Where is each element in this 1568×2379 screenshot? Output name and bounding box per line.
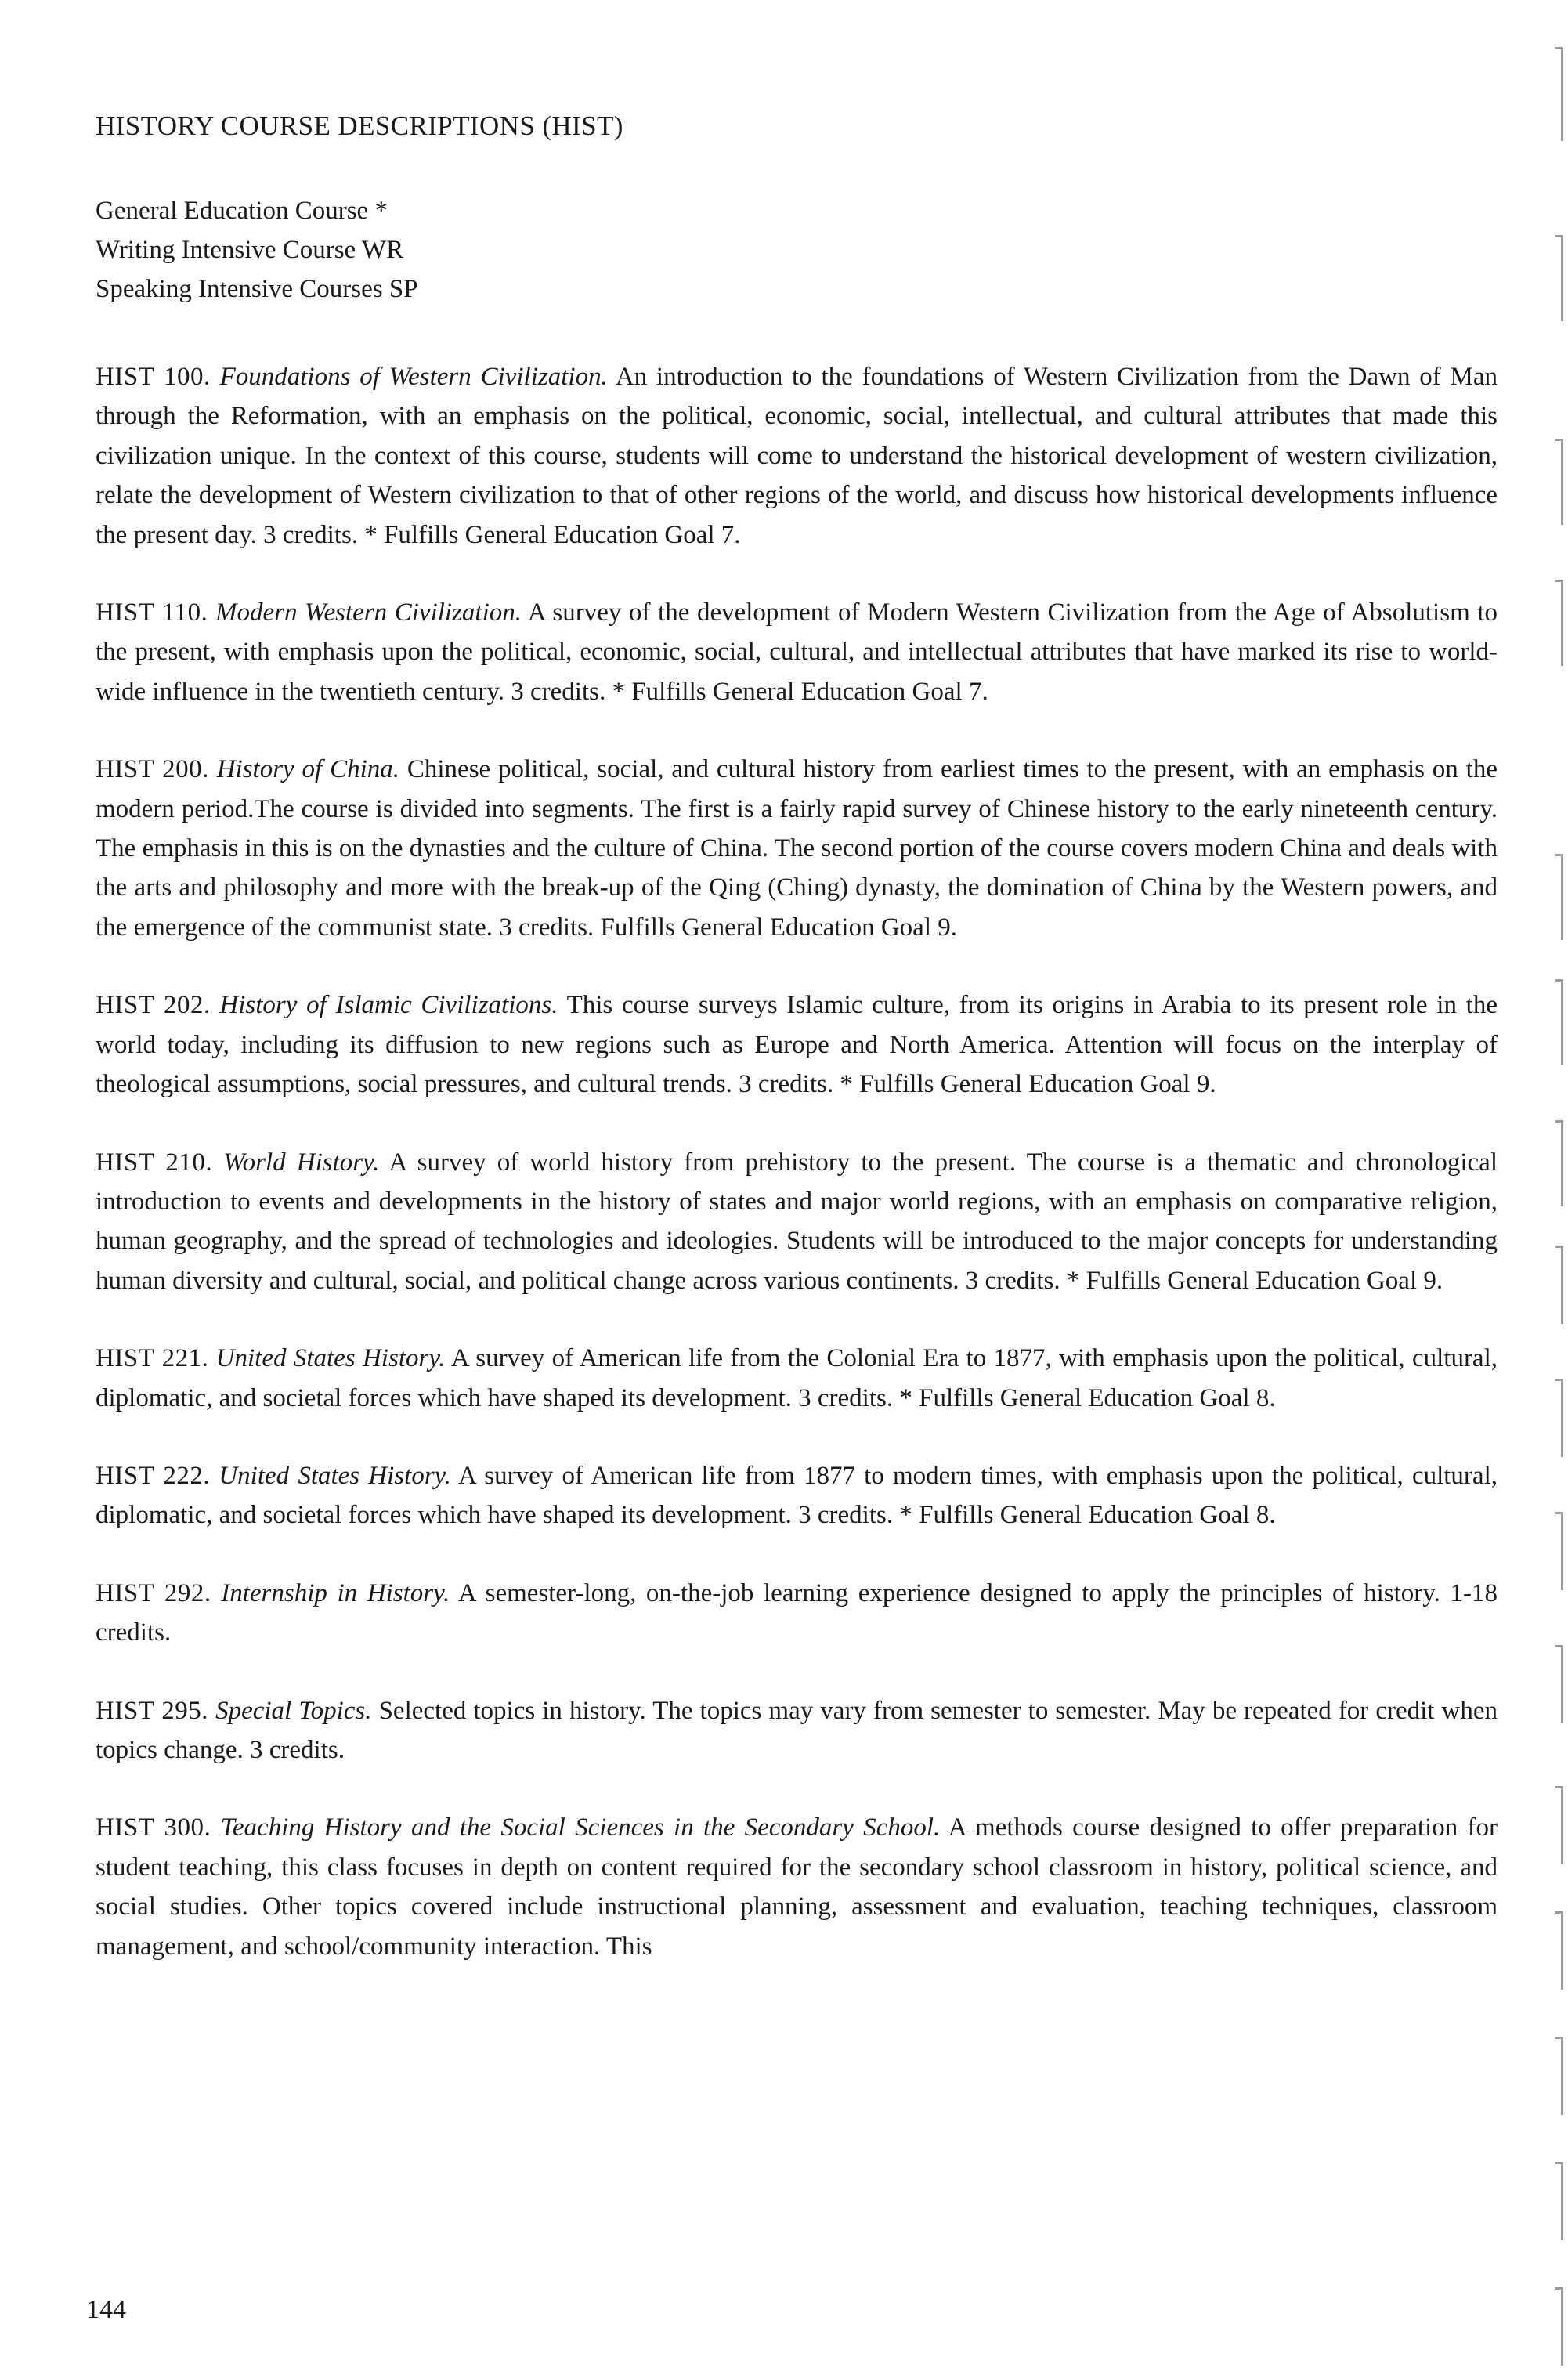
course-title: Modern Western Civilization. <box>215 598 522 627</box>
course-description: A survey of American life from 1877 to modern times, with emphasis upon the political, cultural, diplomatic, and societal forces which have shaped its development. 3 credits. * Fulfills General Education Goal 8. <box>96 1461 1498 1530</box>
course-hist-295 <box>96 1691 1498 1770</box>
legend-writing-intensive: Writing Intensive Course WR <box>96 236 404 264</box>
course-legend <box>96 191 1498 309</box>
course-description: An introduction to the foundations of Western Civilization from the Dawn of Man through the Reformation, with an emphasis on the political, economic, social, intellectual, and cultural attributes that made this civilization unique. In the context of this course, students will come to understand the historical development of western civilization, relate the development of Western civilization to that of other regions of the world, and discuss how historical developments influence the present day. 3 credits. * Fulfills General Education Goal 7. <box>96 363 1498 549</box>
course-description: Selected topics in history. The topics may vary from semester to semester. May be repeated for credit when topics change. 3 credits. <box>96 1696 1498 1764</box>
course-hist-100 <box>96 357 1498 555</box>
course-code: HIST 292. <box>96 1578 211 1607</box>
course-hist-222 <box>96 1456 1498 1535</box>
course-description: A methods course designed to offer preparation for student teaching, this class focuses in depth on content required for the secondary school classroom in history, political science, and social studies. Other topics covered include instructional planning, assessment and evaluation, teaching techniques, classroom management, and school/community interaction. This <box>96 1813 1498 1961</box>
course-hist-202 <box>96 985 1498 1104</box>
edge-mark <box>1561 47 1563 141</box>
catalog-page <box>96 110 1498 2005</box>
course-hist-292 <box>96 1574 1498 1653</box>
course-title: Internship in History. <box>221 1578 450 1607</box>
edge-mark <box>1561 1911 1563 1990</box>
course-description: A survey of American life from the Colonial Era to 1877, with emphasis upon the political, cultural, diplomatic, and societal forces which have shaped its development. 3 credits. * Fulfills General Education Goal 8. <box>96 1344 1498 1412</box>
course-title: Special Topics. <box>215 1696 372 1725</box>
page-heading: HISTORY COURSE DESCRIPTIONS (HIST) <box>96 110 623 141</box>
legend-general-education: General Education Course * <box>96 197 388 225</box>
course-hist-110 <box>96 593 1498 711</box>
course-code: HIST 210. <box>96 1148 213 1177</box>
edge-mark <box>1561 979 1563 1065</box>
edge-mark <box>1561 1120 1563 1206</box>
edge-mark <box>1561 2037 1563 2115</box>
edge-mark <box>1561 580 1563 666</box>
course-hist-200 <box>96 750 1498 947</box>
edge-mark <box>1561 2162 1563 2240</box>
course-code: HIST 295. <box>96 1696 209 1725</box>
course-code: HIST 200. <box>96 755 209 784</box>
edge-mark <box>1561 2287 1563 2366</box>
course-code: HIST 202. <box>96 991 211 1020</box>
edge-mark <box>1561 1246 1563 1324</box>
legend-speaking-intensive: Speaking Intensive Courses SP <box>96 275 418 303</box>
course-title: Teaching History and the Social Sciences in the Secondary School. <box>220 1813 941 1842</box>
edge-mark <box>1561 854 1563 940</box>
course-code: HIST 110. <box>96 598 208 627</box>
edge-mark <box>1561 1645 1563 1723</box>
course-description: A semester-long, on-the-job learning experience designed to apply the principles of history. 1-18 credits. <box>96 1578 1498 1647</box>
edge-mark <box>1561 1512 1563 1590</box>
course-description: A survey of the development of Modern Western Civilization from the Age of Absolutism to the present, with emphasis upon the political, economic, social, cultural, and intellectual attributes that have marked its rise to world-wide influence in the twentieth century. 3 credits. * Fulfills General Education Goal 7. <box>96 598 1498 706</box>
edge-mark <box>1561 439 1563 525</box>
course-title: History of China. <box>216 755 400 784</box>
course-code: HIST 222. <box>96 1461 211 1490</box>
course-hist-210 <box>96 1143 1498 1301</box>
binding-edge-marks <box>1552 0 1568 2379</box>
course-title: History of Islamic Civilizations. <box>219 991 558 1020</box>
edge-mark <box>1561 1379 1563 1457</box>
course-title: United States History. <box>215 1344 446 1373</box>
course-hist-300 <box>96 1808 1498 1966</box>
course-description: A survey of world history from prehistory to the present. The course is a thematic and chronological introduction to events and developments in the history of states and major world regions, with an emphasis on comparative religion, human geography, and the spread of technologies and ideologies. Students will be introduced to the major concepts for understanding human diversity and cultural, social, and political change across various continents. 3 credits. * Fulfills General Education Goal 9. <box>96 1148 1498 1295</box>
course-hist-221 <box>96 1339 1498 1418</box>
course-code: HIST 300. <box>96 1813 211 1842</box>
course-code: HIST 100. <box>96 363 211 391</box>
page-number: 144 <box>86 2295 126 2324</box>
course-description: This course surveys Islamic culture, from its origins in Arabia to its present role in the world today, including its diffusion to new regions such as Europe and North America. Attention will focus on the interplay of theological assumptions, social pressures, and cultural trends. 3 credits. * Fulfills General Education Goal 9. <box>96 991 1498 1099</box>
course-code: HIST 221. <box>96 1344 209 1373</box>
edge-mark <box>1561 235 1563 321</box>
course-title: World History. <box>223 1148 380 1177</box>
course-title: Foundations of Western Civilization. <box>219 363 608 391</box>
course-title: United States History. <box>219 1461 451 1490</box>
course-description: Chinese political, social, and cultural history from earliest times to the present, with an emphasis on the modern period.The course is divided into segments. The first is a fairly rapid survey of Chinese history to the early nineteenth century. The emphasis in this is on the dynasties and the culture of China. The second portion of the course covers modern China and deals with the arts and philosophy and more with the break-up of the Qing (Ching) dynasty, the domination of China by the Western powers, and the emergence of the communist state. 3 credits. Fulfills General Education Goal 9. <box>96 755 1498 942</box>
edge-mark <box>1561 1786 1563 1864</box>
